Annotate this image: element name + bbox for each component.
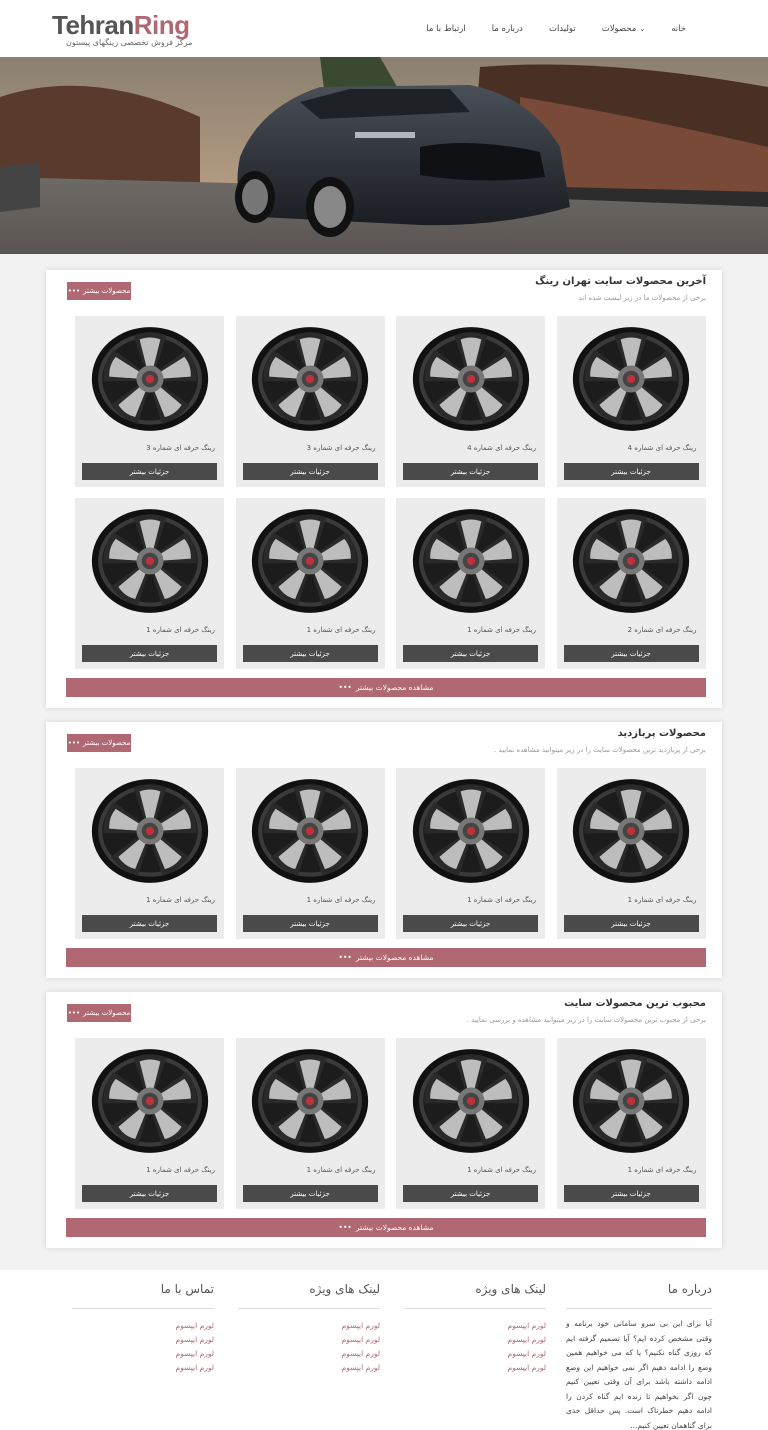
more-products-button[interactable] [67,1004,131,1022]
product-card[interactable] [75,316,224,487]
nav-item-contact[interactable] [426,24,465,34]
footer-links-title: لینک های ویژه [404,1282,546,1309]
main-nav [426,24,686,34]
product-card[interactable] [396,316,545,487]
tagline: مرکز فروش تخصصی رینگهای پیستون [66,38,193,47]
product-title[interactable]: رینگ حرفه ای شماره 4 [627,444,697,452]
wheel-image[interactable] [86,776,214,886]
product-card[interactable] [557,498,706,669]
logo-text-part2: Ring [133,10,190,40]
ellipsis-icon: ••• [338,953,352,962]
product-title[interactable]: رینگ حرفه ای شماره 1 [627,896,697,904]
ellipsis-icon: ••• [67,1009,81,1017]
product-grid [75,1038,706,1209]
wheel-image[interactable] [407,324,535,434]
product-details-button[interactable]: جزئیات بیشتر [564,645,699,662]
product-details-button[interactable]: جزئیات بیشتر [564,463,699,480]
product-card[interactable] [557,1038,706,1209]
product-card[interactable] [396,768,545,939]
view-all-products-button[interactable] [66,948,706,967]
footer-link[interactable]: لورم ایپسوم [175,1321,214,1330]
product-details-button[interactable]: جزئیات بیشتر [403,1185,538,1202]
nav-item-about[interactable] [492,24,523,34]
product-card[interactable] [236,498,385,669]
product-details-button[interactable]: جزئیات بیشتر [243,463,378,480]
footer-about [566,1282,712,1430]
product-title[interactable]: رینگ حرفه ای شماره 4 [467,444,536,452]
product-card[interactable] [75,768,224,939]
footer-links-1 [404,1282,546,1375]
footer-contact-title: تماس با ما [72,1282,214,1309]
nav-label: خانه [671,24,686,34]
footer-link[interactable]: لورم ایپسوم [507,1321,546,1330]
product-card[interactable] [236,1038,385,1209]
footer-link[interactable]: لورم ایپسوم [175,1363,214,1372]
footer-links-2 [238,1282,380,1375]
product-card[interactable] [236,316,385,487]
nav-item-home[interactable] [671,24,686,34]
product-card[interactable] [557,316,706,487]
wheel-image[interactable] [407,506,535,616]
more-products-label: محصولات بیشتر [83,1009,131,1017]
product-title[interactable]: رینگ حرفه ای شماره 1 [467,1166,536,1174]
wheel-image[interactable] [86,506,214,616]
ellipsis-icon: ••• [338,683,352,692]
section-most-popular [46,992,722,1248]
product-details-button[interactable]: جزئیات بیشتر [403,645,538,662]
product-title[interactable]: رینگ حرفه ای شماره 3 [146,444,215,452]
section-subtitle: برخی از محبوب ترین محصولات سایت را در زیر میتوانید مشاهده و بررسی نمایید . [466,1016,706,1024]
footer-link[interactable]: لورم ایپسوم [341,1349,380,1358]
wheel-image[interactable] [246,324,374,434]
footer-link[interactable]: لورم ایپسوم [175,1335,214,1344]
product-details-button[interactable]: جزئیات بیشتر [82,915,217,932]
nav-label: محصولات [601,24,637,34]
nav-label: تولیدات [548,24,576,34]
wheel-image[interactable] [567,1046,695,1156]
footer-about-text: آیا برای این بی سرو سامانی خود برنامه و وقتی مشخص کرده ایم؟ آیا تصمیم گرفته ایم که روزی گناه نکنیم؟ یا که می خواهیم همین وضع را ادامه دهیم اگر نمی خواهیم این وضع ادامه داشته باشد برای آن وقتی تعیین کنیم چون اگر بخواهیم تا زنده ایم گناه کردن را ادامه دهیم خطرناک است. پس حداقل حدی برای گناهمان تعیین کنیم... [566,1319,712,1430]
footer-links-title: لینک های ویژه [238,1282,380,1309]
product-card[interactable] [236,768,385,939]
wheel-image[interactable] [567,506,695,616]
wheel-image[interactable] [86,324,214,434]
more-products-button[interactable] [67,734,131,752]
product-title[interactable]: رینگ حرفه ای شماره 1 [306,1166,376,1174]
product-title[interactable]: رینگ حرفه ای شماره 1 [146,896,215,904]
logo-text-part1: Tehran [52,10,134,40]
footer-link[interactable]: لورم ایپسوم [507,1349,546,1358]
wheel-image[interactable] [86,1046,214,1156]
product-card[interactable] [396,498,545,669]
nav-item-productions[interactable] [549,24,576,34]
section-most-viewed [46,722,722,978]
chevron-down-icon: ⌄ [639,25,646,33]
product-details-button[interactable]: جزئیات بیشتر [82,1185,217,1202]
product-title[interactable]: رینگ حرفه ای شماره 1 [467,626,536,634]
ellipsis-icon: ••• [67,739,81,747]
product-title[interactable]: رینگ حرفه ای شماره 1 [146,626,215,634]
product-details-button[interactable]: جزئیات بیشتر [403,463,538,480]
logo[interactable] [52,10,190,40]
section-subtitle: برخی از پربازدید ترین محصولات سایت را در زیر میتوانید مشاهده نمایید . [494,746,706,754]
section-subtitle: برخی از محصولات ما در زیر لیست شده اند [578,294,706,302]
more-products-label: محصولات بیشتر [83,739,131,747]
view-all-products-button[interactable] [66,1218,706,1237]
more-products-label: محصولات بیشتر [83,287,131,295]
nav-item-products[interactable] [602,24,646,34]
product-title[interactable]: رینگ حرفه ای شماره 1 [306,626,376,634]
wheel-image[interactable] [407,1046,535,1156]
section-title: آخرین محصولات سایت تهران رینگ [535,276,706,287]
section-title: محبوب ترین محصولات سایت [564,998,706,1009]
footer-about-title: درباره ما [566,1282,712,1309]
product-grid [75,768,706,939]
footer-link[interactable]: لورم ایپسوم [507,1363,546,1372]
product-details-button[interactable]: جزئیات بیشتر [82,645,217,662]
product-details-button[interactable]: جزئیات بیشتر [403,915,538,932]
section-latest-products [46,270,722,708]
product-details-button[interactable]: جزئیات بیشتر [243,915,378,932]
view-all-label: مشاهده محصولات بیشتر [355,1223,434,1232]
product-details-button[interactable]: جزئیات بیشتر [564,915,699,932]
footer-link[interactable]: لورم ایپسوم [507,1335,546,1344]
footer-link[interactable]: لورم ایپسوم [341,1363,380,1372]
footer-link[interactable]: لورم ایپسوم [175,1349,214,1358]
footer-link[interactable]: لورم ایپسوم [341,1335,380,1344]
site-header [0,0,768,57]
wheel-image[interactable] [246,506,374,616]
wheel-image[interactable] [407,776,535,886]
ellipsis-icon: ••• [338,1223,352,1232]
product-title[interactable]: رینگ حرفه ای شماره 1 [146,1166,215,1174]
product-details-button[interactable]: جزئیات بیشتر [82,463,217,480]
product-title[interactable]: رینگ حرفه ای شماره 2 [627,626,697,634]
view-all-label: مشاهده محصولات بیشتر [355,953,434,962]
product-title[interactable]: رینگ حرفه ای شماره 1 [306,896,376,904]
more-products-button[interactable] [67,282,131,300]
wheel-image[interactable] [567,324,695,434]
footer-link[interactable]: لورم ایپسوم [341,1321,380,1330]
product-title[interactable]: رینگ حرفه ای شماره 3 [306,444,376,452]
site-footer [0,1270,768,1430]
nav-label: درباره ما [491,24,523,34]
wheel-image[interactable] [246,1046,374,1156]
ellipsis-icon: ••• [67,287,81,295]
view-all-products-button[interactable] [66,678,706,697]
product-title[interactable]: رینگ حرفه ای شماره 1 [627,1166,697,1174]
wheel-image[interactable] [246,776,374,886]
product-card[interactable] [557,768,706,939]
product-details-button[interactable]: جزئیات بیشتر [564,1185,699,1202]
product-title[interactable]: رینگ حرفه ای شماره 1 [467,896,536,904]
product-details-button[interactable]: جزئیات بیشتر [243,1185,378,1202]
product-card[interactable] [396,1038,545,1209]
hero-banner [0,57,768,254]
product-card[interactable] [75,1038,224,1209]
wheel-image[interactable] [567,776,695,886]
nav-label: ارتباط با ما [426,24,466,34]
product-details-button[interactable]: جزئیات بیشتر [243,645,378,662]
product-card[interactable] [75,498,224,669]
hero-car-image [0,57,768,254]
view-all-label: مشاهده محصولات بیشتر [355,683,434,692]
footer-contact [72,1282,214,1375]
product-grid [75,316,706,669]
section-title: محصولات پربازدید [617,728,706,739]
